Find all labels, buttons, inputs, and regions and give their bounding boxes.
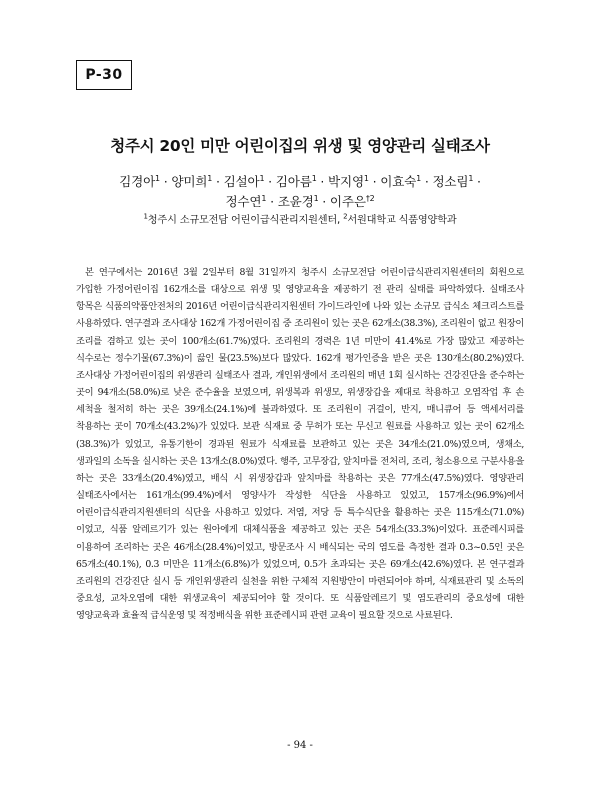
author-name: 양미희$^1$	[171, 173, 213, 189]
author-separator: ·	[421, 174, 433, 189]
affiliation-item: $^2$서원대학교 식품영양학과	[343, 212, 457, 226]
poster-number-badge: P-30	[76, 60, 132, 90]
author-affiliation-mark: 1	[363, 173, 369, 183]
author-name: 정소림$^1$	[432, 173, 474, 189]
author-separator: ·	[266, 194, 278, 209]
author-line-1	[60, 172, 540, 192]
author-separator: ·	[159, 174, 172, 189]
author-separator: ·	[316, 174, 329, 189]
author-name: 이효숙$^1$	[380, 173, 422, 189]
author-affiliation-mark: 1	[311, 173, 317, 183]
affiliation-mark: 1	[143, 212, 148, 221]
author-separator: ·	[264, 174, 276, 189]
affiliations	[0, 211, 600, 226]
author-affiliation-mark: †2	[365, 193, 375, 203]
author-affiliation-mark: 1	[155, 173, 160, 183]
author-separator: ·	[473, 174, 481, 189]
author-name: 정수연$^1$	[225, 193, 267, 209]
affiliation-item: $^1$청주시 소규모전담 어린이급식관리지원센터,	[143, 212, 341, 226]
author-affiliation-mark: 1	[259, 173, 265, 183]
author-name: 박지영$^1$	[328, 173, 369, 189]
author-separator: ·	[212, 174, 224, 189]
author-name: 이주은$^{\dagger 2}$	[329, 193, 375, 209]
author-name: 조윤경$^1$	[277, 193, 319, 209]
author-affiliation-mark: 1	[207, 173, 213, 183]
page-number: - 94 -	[287, 740, 313, 751]
author-name: 김설아$^1$	[223, 173, 265, 189]
author-separator: ·	[368, 174, 381, 189]
author-affiliation-mark: 1	[313, 193, 319, 203]
affiliation-mark: 2	[343, 212, 348, 221]
author-name: 김아름$^1$	[275, 173, 317, 189]
paper-title: 청주시 20인 미만 어린이집의 위생 및 영양관리 실태조사	[110, 137, 490, 155]
author-separator: ·	[318, 194, 330, 209]
author-name: 김경아$^1$	[119, 173, 160, 189]
author-list	[60, 172, 540, 212]
author-affiliation-mark: 1	[468, 173, 474, 183]
author-affiliation-mark: 1	[416, 173, 422, 183]
author-line-2	[60, 192, 540, 212]
abstract-body: 본 연구에서는 2016년 3월 2일부터 8월 31일까지 청주시 소규모전담 어린이급식관리지원센터의 회원으로 가입한 가정어린이집 162개소를 대상으로 위생 및 영양교육을 제공하기 전 관리 실태를 파악하였다. 실태조사 항목은 식품의약품안전처의 2016년 어린이급식관리지원센터 가이드라인에 나와 있는 소규모 급식소 체크리스트를 사용하였다. 연구결과 조사대상 162개 가정어린이집 중 조리원이 있는 곳은 62개소(38.3%), 조리원이 없고 원장이 조리를 겸하고 있는 곳이 100개소(61.7%)였다. 조리원의 경력은 1년 미만이 41.4%로 가장 많았고 제공하는 식수로는 정수기물(67.3%)이 끓인 물(23.5%)보다 많았다. 162개 평가인증을 받은 곳은 130개소(80.2%)였다. 조사대상 가정어린이집의 위생관리 실태조사 결과, 개인위생에서 조리원의 매년 1회 실시하는 건강진단을 준수하는 곳이 94개소(58.0%)로 낮은 준수율을 보였으며, 위생복과 위생모, 위생장갑을 제대로 착용하고 오염작업 후 손 세척을 철저히 하는 곳은 39개소(24.1%)에 불과하였다. 또 조리원이 귀걸이, 반지, 매니큐어 등 액세서리를 착용하는 곳이 70개소(43.2%)가 있었다. 보관 식재료 중 무허가 또는 무신고 원료를 사용하고 있는 곳이 62개소(38.3%)가 있었고, 유통기한이 경과된 원료가 식재료를 보관하고 있는 곳은 34개소(21.0%)였으며, 생채소, 생과일의 소독을 실시하는 곳은 13개소(8.0%)였다. 행주, 고무장갑, 앞치마를 전처리, 조리, 청소용으로 구분사용을 하는 곳은 33개소(20.4%)였고, 배식 시 위생장갑과 앞치마를 착용하는 곳은 77개소(47.5%)였다. 영양관리 실태조사에서는 161개소(99.4%)에서 영양사가 작성한 식단을 사용하고 있었고, 157개소(96.9%)에서 어린이급식관리지원센터의 식단을 사용하고 있었다. 저염, 저당 등 특수식단을 활용하는 곳은 115개소(71.0%)이었고, 식품 알레르기가 있는 원아에게 대체식품을 제공하고 있는 곳은 54개소(33.3%)이었다. 표준레시피를 이용하여 조리하는 곳은 46개소(28.4%)이었고, 방문조사 시 배식되는 국의 염도를 측정한 결과 0.3~0.5인 곳은 65개소(40.1%), 0.3 미만은 11개소(6.8%)가 있었으며, 0.5가 초과되는 곳은 69개소(42.6%)였다. 본 연구결과 조리원의 건강진단 실시 등 개인위생관리 실천을 위한 구체적 지원방안이 마련되어야 하며, 식재료관리 및 소독의 중요성, 교차오염에 대한 위생교육이 제공되어야 할 것이다. 또 식품알레르기 및 염도관리의 중요성에 대한 영양교육과 효율적 급식운영 및 적정배식을 위한 표준레시피 관련 교육이 필요할 것으로 사료된다.	[76, 267, 524, 622]
author-affiliation-mark: 1	[261, 193, 267, 203]
